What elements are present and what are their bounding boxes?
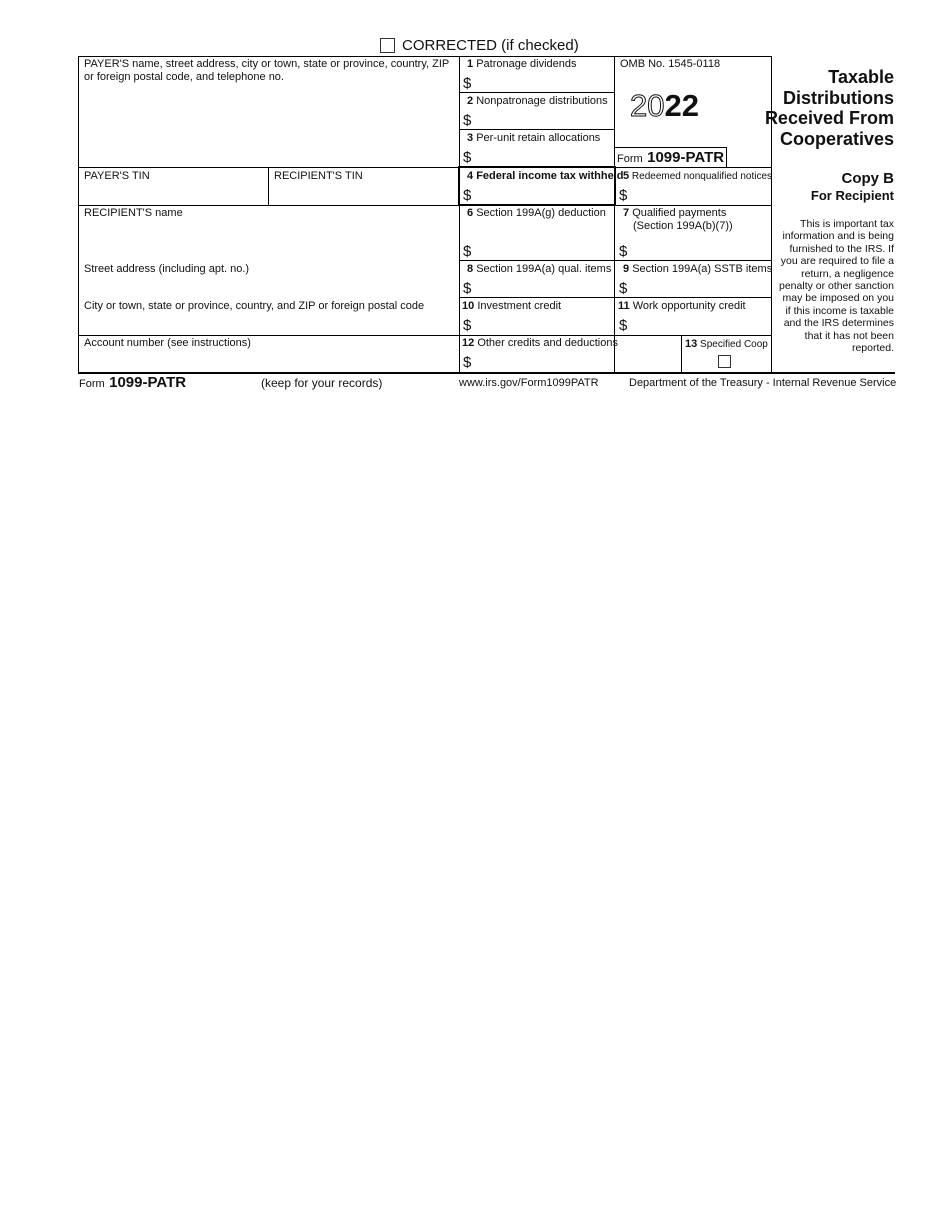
recipient-name-field[interactable]: [80, 222, 457, 260]
box10-text: Investment credit: [477, 300, 562, 312]
box2-field[interactable]: [475, 111, 611, 129]
box13-label: [685, 338, 768, 351]
box8-label: [467, 263, 611, 276]
box8-field[interactable]: [475, 279, 611, 297]
box5-dollar: $: [619, 187, 628, 204]
box10-label: [462, 300, 561, 313]
title-line-2: Distributions: [783, 87, 894, 108]
box7-label-line2: (Section 199A(b)(7)): [633, 220, 733, 232]
title-line-4: Cooperatives: [779, 128, 894, 149]
box12-label: [462, 337, 618, 350]
city-field[interactable]: [80, 315, 457, 335]
left-border: [78, 56, 79, 373]
box11-field[interactable]: [631, 316, 768, 334]
line-b8-b10: [459, 297, 772, 298]
box12-number: 12: [462, 337, 475, 349]
line-b2-b3: [459, 129, 615, 130]
top-border: [78, 56, 772, 57]
box10-field[interactable]: [475, 316, 611, 334]
form-number: 1099-PATR: [647, 149, 725, 166]
col-divider-1: [459, 56, 460, 373]
payer-tin-field[interactable]: [80, 184, 266, 204]
copy-subtitle: For Recipient: [810, 188, 894, 203]
omb-number: OMB No. 1545-0118: [620, 58, 721, 70]
box12-field[interactable]: [475, 353, 677, 371]
box9-field[interactable]: [631, 279, 768, 297]
recipient-name-label: RECIPIENT'S name: [84, 207, 183, 219]
box3-number: 3: [467, 132, 474, 144]
box4-field[interactable]: [475, 186, 611, 203]
box5-field[interactable]: [631, 186, 768, 203]
footer-form-number: 1099-PATR: [109, 374, 187, 391]
box9-number: 9: [623, 263, 630, 275]
corrected-label: CORRECTED (if checked): [402, 37, 579, 54]
box11-label: [618, 300, 746, 313]
box7-text: Qualified payments: [632, 207, 727, 219]
city-label: City or town, state or province, country, and ZIP or foreign postal code: [84, 300, 425, 312]
account-number-field[interactable]: [80, 352, 457, 372]
box5-text: Redeemed nonqualified notices: [631, 171, 773, 182]
box1-number: 1: [467, 58, 474, 70]
box3-field[interactable]: [475, 148, 611, 166]
box12-dollar: $: [463, 354, 472, 371]
box8-text: Section 199A(a) qual. items: [476, 263, 612, 275]
tin-divider: [268, 167, 269, 205]
row-line-recipient: [78, 205, 772, 206]
box13-text: Specified Coop: [700, 339, 768, 350]
box1-field[interactable]: [475, 74, 611, 92]
box11-text: Work opportunity credit: [632, 300, 746, 312]
box6-label: [467, 207, 606, 220]
box10-dollar: $: [463, 317, 472, 334]
box6-field[interactable]: [475, 242, 611, 260]
box13-divider: [681, 335, 682, 373]
box4-number: 4: [467, 170, 474, 182]
box9-label: [623, 263, 772, 276]
line-b6-b8: [459, 260, 772, 261]
box5-number: 5: [623, 170, 630, 182]
tax-year: [630, 88, 699, 124]
form-prefix: Form: [617, 153, 643, 165]
recipient-tin-label: RECIPIENT'S TIN: [274, 170, 363, 182]
box8-dollar: $: [463, 280, 472, 297]
box1-label: [467, 58, 576, 71]
box5-label: [623, 170, 772, 183]
box7-field[interactable]: [631, 242, 768, 260]
box2-dollar: $: [463, 112, 472, 129]
box6-text: Section 199A(g) deduction: [476, 207, 606, 219]
row-line-account: [78, 335, 772, 336]
street-address-label: Street address (including apt. no.): [84, 263, 250, 275]
box10-number: 10: [462, 300, 475, 312]
box12-text: Other credits and deductions: [477, 337, 618, 349]
box3-text: Per-unit retain allocations: [476, 132, 601, 144]
box2-label: [467, 95, 608, 108]
tax-year-outline: 20: [630, 88, 665, 123]
box6-number: 6: [467, 207, 474, 219]
box11-number: 11: [618, 300, 630, 312]
payer-block-field[interactable]: [80, 86, 457, 166]
box7-dollar: $: [619, 243, 628, 260]
form-name-label: [617, 149, 724, 167]
footer-url[interactable]: www.irs.gov/Form1099PATR: [459, 377, 599, 389]
footer-form-name: [79, 374, 186, 392]
box7-label: [623, 207, 726, 220]
col-divider-2: [614, 56, 615, 373]
box1-dollar: $: [463, 75, 472, 92]
box2-number: 2: [467, 95, 474, 107]
box9-dollar: $: [619, 280, 628, 297]
box8-number: 8: [467, 263, 474, 275]
copy-title: Copy B: [841, 170, 894, 187]
title-line-3: Received From: [764, 108, 894, 128]
tax-year-solid: 22: [664, 88, 699, 123]
box7-number: 7: [623, 207, 630, 219]
box3-label: [467, 132, 600, 145]
box11-dollar: $: [619, 317, 628, 334]
form-title: [740, 67, 894, 149]
box6-dollar: $: [463, 243, 472, 260]
box4-border-bottom: [459, 204, 616, 206]
form-name-box-right: [726, 147, 727, 167]
box3-dollar: $: [463, 149, 472, 166]
box13-checkbox[interactable]: [718, 355, 731, 368]
title-line-1: Taxable: [828, 67, 894, 87]
footer-department: Department of the Treasury - Internal Revenue Service: [629, 377, 897, 389]
box1-text: Patronage dividends: [476, 58, 577, 70]
footer-keep-note: (keep for your records): [261, 376, 383, 390]
box4-dollar: $: [463, 187, 472, 204]
bottom-border: [78, 372, 895, 374]
recipient-tin-field[interactable]: [270, 184, 456, 204]
line-b1-b2: [459, 92, 615, 93]
recipient-notice: This is important tax information and is being furnished to the IRS. If you are required to file a return, a negligence penalty or other sanction may be imposed on you if this income is taxable and the IRS determines that it has not been reported.: [779, 218, 894, 355]
footer-form-prefix: Form: [79, 378, 105, 390]
box4-border-top: [459, 166, 616, 168]
line-form-name-top: [614, 147, 727, 148]
row-line-tin: [78, 167, 772, 168]
payer-block-label: PAYER'S name, street address, city or town, state or province, country, ZIP or foreign postal code, and telephone no.: [84, 58, 450, 83]
box4-text: Federal income tax withheld: [476, 170, 624, 182]
box2-text: Nonpatronage distributions: [476, 95, 608, 107]
box4-label: [467, 170, 624, 183]
corrected-checkbox[interactable]: [380, 38, 395, 53]
box9-text: Section 199A(a) SSTB items: [632, 263, 773, 275]
street-address-field[interactable]: [80, 278, 457, 298]
box13-number: 13: [685, 338, 698, 350]
payer-tin-label: PAYER'S TIN: [84, 170, 150, 182]
box4-border-left: [458, 166, 460, 206]
account-number-label: Account number (see instructions): [84, 337, 251, 349]
